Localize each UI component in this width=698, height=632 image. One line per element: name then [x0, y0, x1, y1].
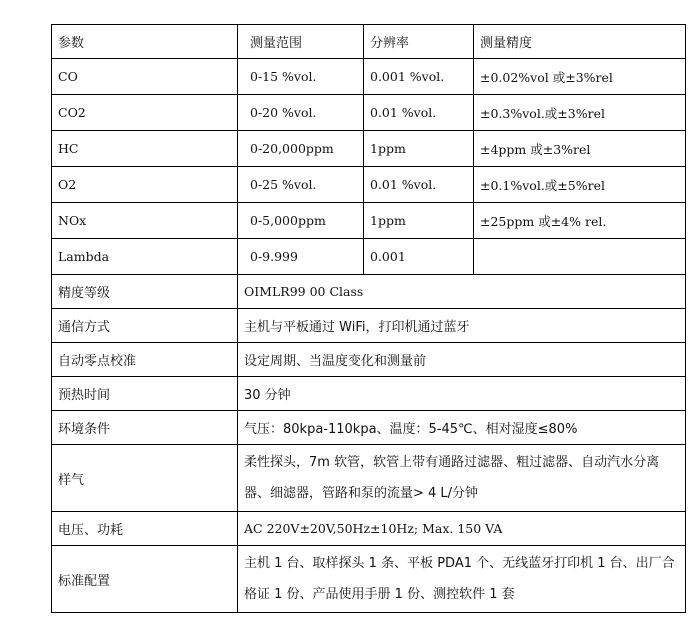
range-cell: 0-20,000ppm [238, 131, 364, 167]
resolution-cell: 0.01 %vol. [364, 167, 474, 203]
spec-label: 标准配置 [52, 546, 238, 613]
spec-value: OIMLR99 00 Class [238, 275, 686, 309]
header-range: 测量范围 [238, 25, 364, 59]
spec-row [52, 512, 686, 546]
header-resolution: 分辨率 [364, 25, 474, 59]
spec-row [52, 343, 686, 377]
spec-row [52, 546, 686, 613]
resolution-cell: 1ppm [364, 131, 474, 167]
spec-value: 30 分钟 [238, 377, 686, 411]
spec-value: 主机 1 台、取样探头 1 条、平板 PDA1 个、无线蓝牙打印机 1 台、出厂合格证 1 份、产品使用手册 1 份、测控软件 1 套 [238, 546, 686, 613]
spec-value: 柔性探头，7m 软管，软管上带有通路过滤器、粗过滤器、自动汽水分离器、细滤器，管路和泵的流量> 4 L/分钟 [238, 445, 686, 512]
range-cell: 0-9.999 [238, 239, 364, 275]
spec-value: 设定周期、当温度变化和测量前 [238, 343, 686, 377]
table-row [52, 95, 686, 131]
accuracy-cell: ±4ppm 或±3%rel [474, 131, 686, 167]
param-cell: CO2 [52, 95, 238, 131]
range-cell: 0-5,000ppm [238, 203, 364, 239]
spec-label: 样气 [52, 445, 238, 512]
range-cell: 0-15 %vol. [238, 59, 364, 95]
resolution-cell: 0.01 %vol. [364, 95, 474, 131]
param-cell: Lambda [52, 239, 238, 275]
spec-row [52, 411, 686, 445]
accuracy-cell: ±0.3%vol.或±3%rel [474, 95, 686, 131]
spec-label: 精度等级 [52, 275, 238, 309]
accuracy-cell: ±25ppm 或±4% rel. [474, 203, 686, 239]
table-row [52, 239, 686, 275]
param-cell: HC [52, 131, 238, 167]
header-accuracy: 测量精度 [474, 25, 686, 59]
spec-label: 环境条件 [52, 411, 238, 445]
spec-label: 电压、功耗 [52, 512, 238, 546]
param-cell: O2 [52, 167, 238, 203]
table-row [52, 131, 686, 167]
resolution-cell: 0.001 %vol. [364, 59, 474, 95]
spec-row [52, 309, 686, 343]
accuracy-cell [474, 239, 686, 275]
spec-value: 主机与平板通过 WiFi，打印机通过蓝牙 [238, 309, 686, 343]
table-header-row [52, 25, 686, 59]
table-row [52, 203, 686, 239]
range-cell: 0-20 %vol. [238, 95, 364, 131]
header-param: 参数 [52, 25, 238, 59]
accuracy-cell: ±0.1%vol.或±5%rel [474, 167, 686, 203]
table-row [52, 59, 686, 95]
resolution-cell: 1ppm [364, 203, 474, 239]
spec-row [52, 275, 686, 309]
spec-row [52, 445, 686, 512]
spec-value: 气压：80kpa-110kpa、温度：5-45℃、相对湿度≤80% [238, 411, 686, 445]
spec-label: 预热时间 [52, 377, 238, 411]
spec-label: 自动零点校准 [52, 343, 238, 377]
spec-label: 通信方式 [52, 309, 238, 343]
resolution-cell: 0.001 [364, 239, 474, 275]
param-cell: NOx [52, 203, 238, 239]
spec-value: AC 220V±20V,50Hz±10Hz; Max. 150 VA [238, 512, 686, 546]
spec-table [51, 24, 686, 613]
table-row [52, 167, 686, 203]
accuracy-cell: ±0.02%vol 或±3%rel [474, 59, 686, 95]
range-cell: 0-25 %vol. [238, 167, 364, 203]
param-cell: CO [52, 59, 238, 95]
spec-row [52, 377, 686, 411]
